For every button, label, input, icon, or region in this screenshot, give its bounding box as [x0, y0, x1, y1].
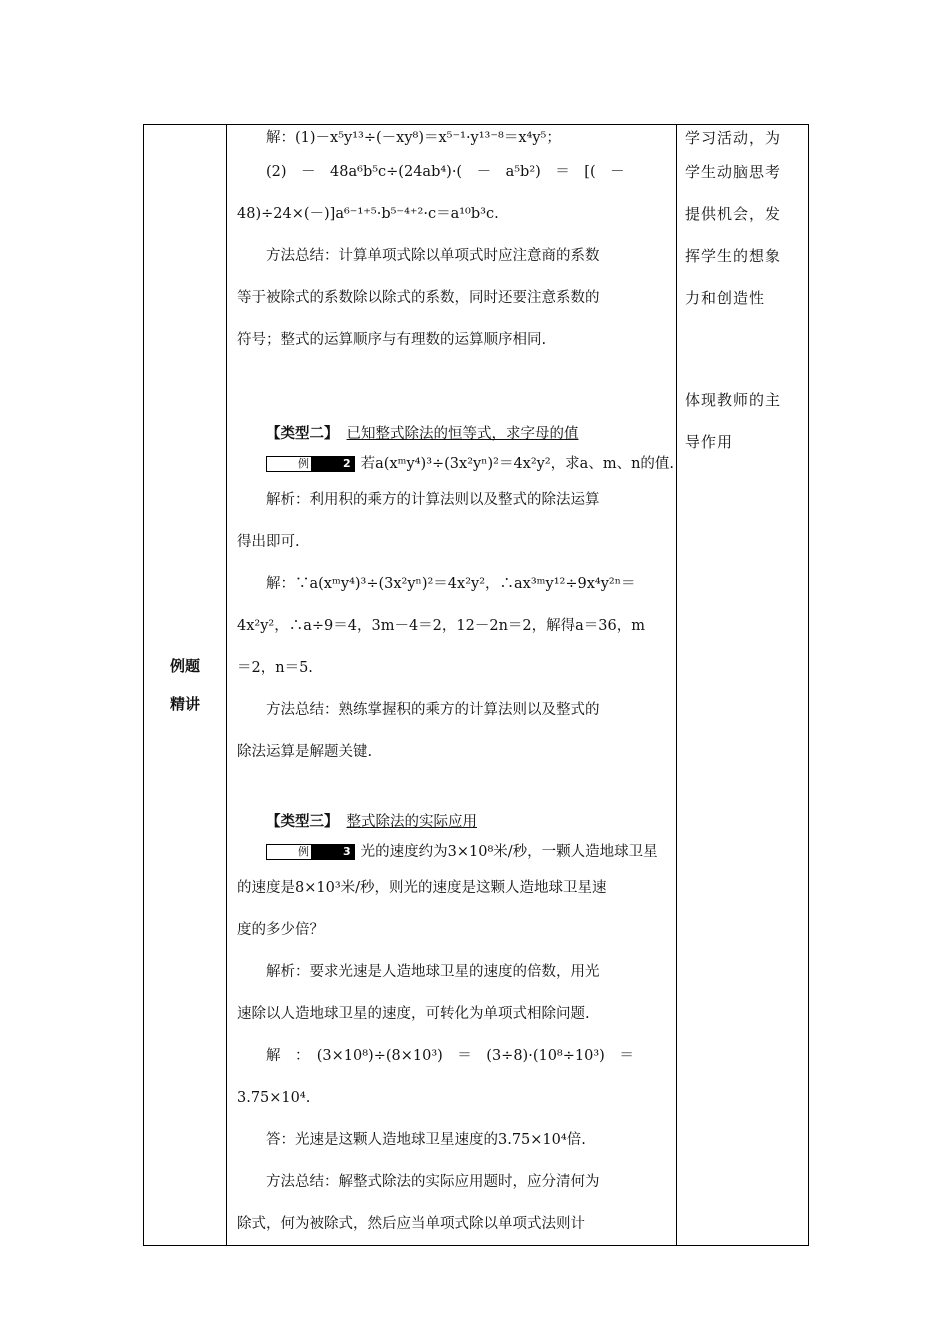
summary-3-line1: 方法总结：解整式除法的实际应用题时，应分清何为	[266, 1174, 600, 1190]
summary-2-line2: 除法运算是解题关键.	[237, 744, 373, 760]
type3-title: 整式除法的实际应用	[346, 814, 477, 830]
side-note-line: 体现教师的主	[685, 391, 782, 409]
summary-2-line1: 方法总结：熟练掌握积的乘方的计算法则以及整式的	[266, 702, 600, 718]
side-note-line: 学习活动，为	[685, 129, 782, 147]
type3-tag: 【类型三】	[266, 814, 339, 830]
table-row	[144, 125, 809, 1246]
side-notes-cell	[677, 125, 809, 1246]
answer-3: 答：光速是这颗人造地球卫星速度的3.75×10⁴倍.	[266, 1132, 586, 1148]
spacer	[237, 361, 666, 419]
analysis-3-line1: 解析：要求光速是人造地球卫星的速度的倍数，用光	[266, 964, 600, 980]
type2-tag: 【类型二】	[266, 426, 339, 442]
badge-text: 例	[298, 457, 309, 470]
example-3-question-line3: 度的多少倍？	[237, 922, 324, 938]
side-notes	[677, 125, 808, 463]
summary-1-line1: 方法总结：计算单项式除以单项式时应注意商的系数	[266, 248, 600, 264]
example-2-badge	[266, 456, 355, 472]
badge-number: 3	[311, 845, 354, 859]
type3-heading	[237, 807, 666, 837]
solution-ex3-line1: 解 ： (3×10⁸)÷(8×10³) ＝ (3÷8)·(10⁸÷10³) ＝	[266, 1048, 634, 1064]
side-note-line: 力和创造性	[685, 289, 766, 307]
example-3-badge	[266, 844, 355, 860]
solution-ex2-line2: 4x²y²，∴a÷9＝4，3m－4＝2，12－2n＝2，解得a＝36，m	[237, 618, 645, 634]
solution-ex3-line2: 3.75×10⁴.	[237, 1090, 311, 1106]
row-label-line1: 例题	[169, 657, 200, 675]
analysis-2-line2: 得出即可.	[237, 534, 300, 550]
analysis-2-line1: 解析：利用积的乘方的计算法则以及整式的除法运算	[266, 492, 600, 508]
side-note-line: 提供机会，发	[685, 205, 782, 223]
example-3-question-line1	[237, 837, 666, 867]
type2-title: 已知整式除法的恒等式，求字母的值	[346, 426, 579, 442]
example-3-text: 光的速度约为3×10⁸米/秒，一颗人造地球卫星	[360, 844, 658, 860]
example-2-question	[237, 449, 675, 479]
row-label-cell	[144, 125, 227, 1246]
side-note-line: 学生动脑思考	[685, 163, 782, 181]
analysis-3-line2: 速除以人造地球卫星的速度，可转化为单项式相除问题.	[237, 1006, 590, 1022]
summary-1-line2: 等于被除式的系数除以除式的系数，同时还要注意系数的	[237, 290, 600, 306]
row-label-line2: 精讲	[169, 695, 200, 713]
content-cell	[227, 125, 677, 1246]
type2-heading	[237, 419, 666, 449]
badge-number: 2	[311, 457, 354, 471]
side-note-line: 挥学生的想象	[685, 247, 782, 265]
badge-text: 例	[298, 845, 309, 858]
example-3-question-line2: 的速度是8×10³米/秒，则光的速度是这颗人造地球卫星速	[237, 880, 607, 896]
lesson-plan-table	[143, 124, 809, 1246]
side-note-line: 导作用	[685, 433, 734, 451]
content-body	[227, 125, 676, 1245]
example-2-text: 若a(xᵐy⁴)³÷(3x²yⁿ)²＝4x²y²，求a、m、n的值.	[360, 456, 675, 472]
solution-ex2-line3: ＝2，n＝5.	[237, 660, 313, 676]
summary-3-line2: 除式，何为被除式，然后应当单项式除以单项式法则计	[237, 1216, 585, 1232]
spacer	[685, 319, 802, 379]
solution-1: 解：(1)－x⁵y¹³÷(－xy⁸)＝x⁵⁻¹·y¹³⁻⁸＝x⁴y⁵；	[266, 130, 561, 146]
solution-ex2-line1: 解：∵a(xᵐy⁴)³÷(3x²yⁿ)²＝4x²y²，∴ax³ᵐy¹²÷9x⁴y²ⁿ＝	[266, 576, 636, 592]
solution-2-line2: 48)÷24×(－)]a⁶⁻¹⁺⁵·b⁵⁻⁴⁺²·c＝a¹⁰b³c.	[237, 206, 499, 222]
spacer	[237, 773, 666, 807]
solution-2-line1: (2) － 48a⁶b⁵c÷(24ab⁴)·( － a⁵b²) ＝ [( －	[266, 164, 625, 180]
summary-1-line3: 符号；整式的运算顺序与有理数的运算顺序相同.	[237, 332, 547, 348]
